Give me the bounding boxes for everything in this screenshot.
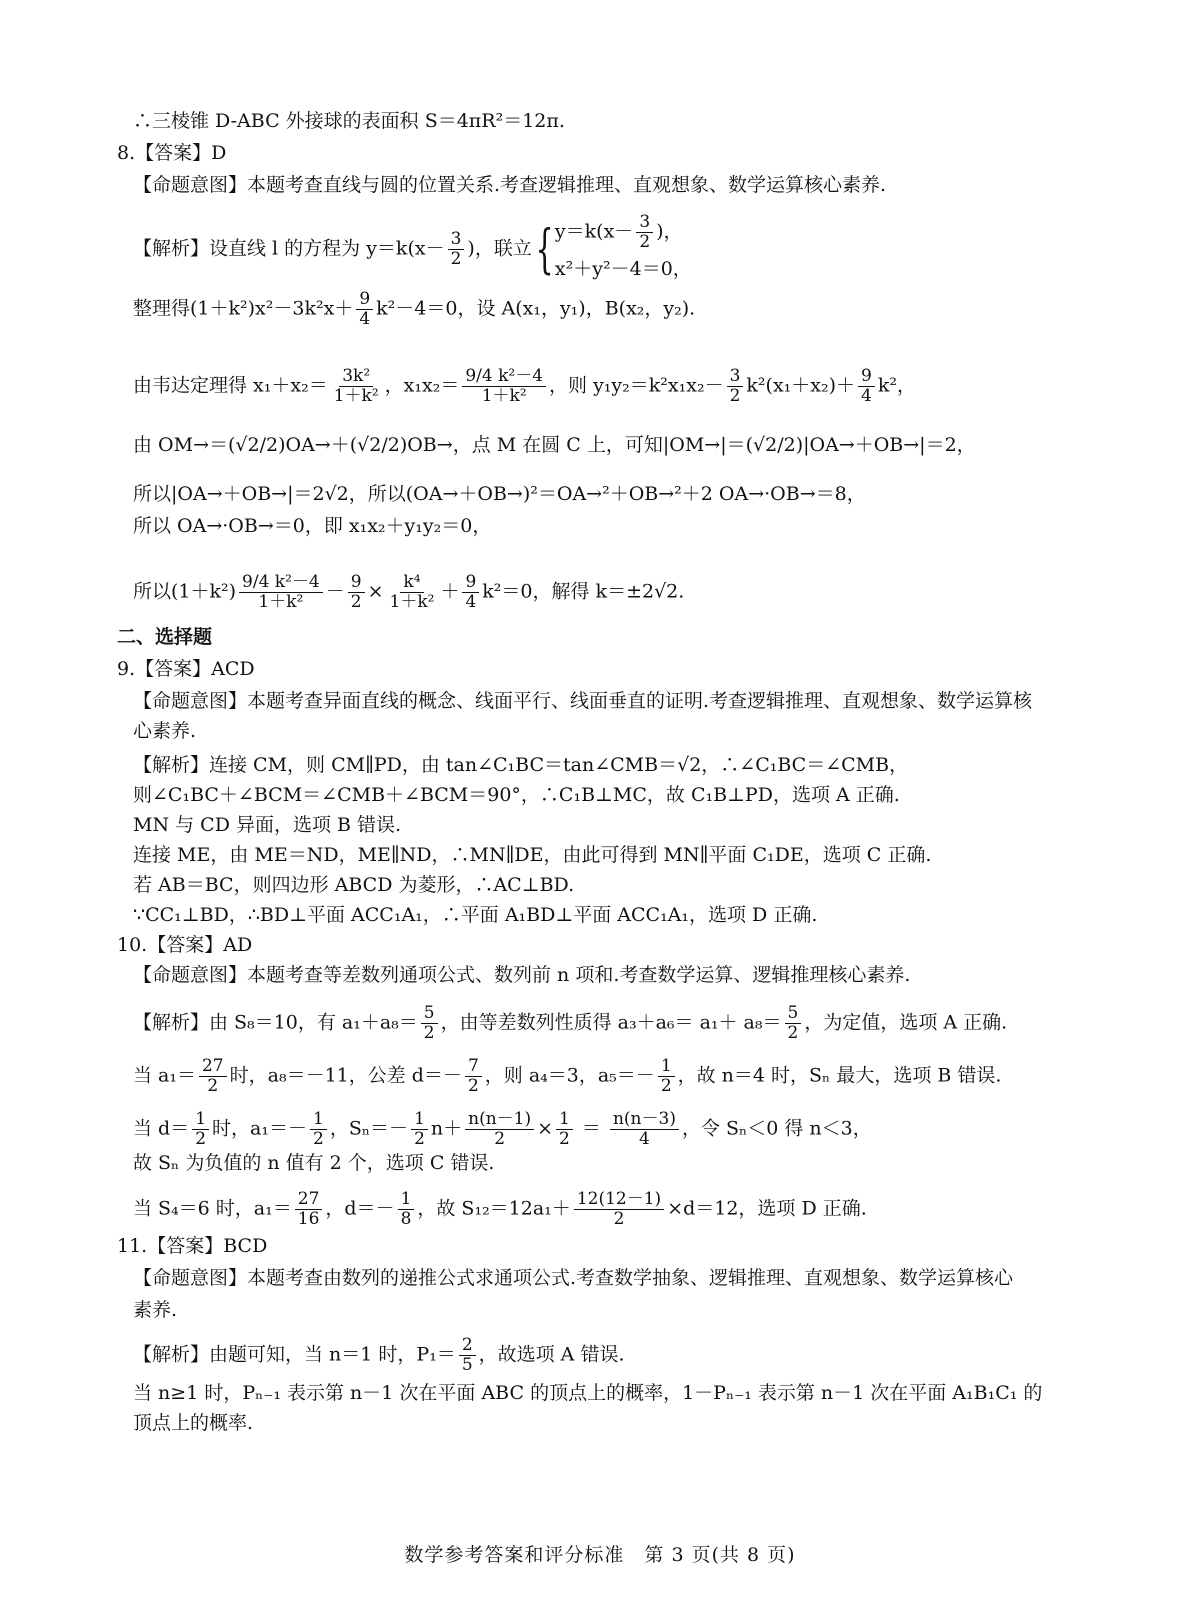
- numerator: 2: [459, 1336, 476, 1356]
- numerator: 3k²: [339, 367, 373, 387]
- answer-heading-9: 9.【答案】ACD: [117, 658, 255, 680]
- numerator: 1: [658, 1057, 675, 1077]
- text-line: 【命题意图】本题考查直线与圆的位置关系.考查逻辑推理、直观想象、数学运算核心素养.: [133, 174, 887, 196]
- text-line: 当 n≥1 时，Pₙ₋₁ 表示第 n－1 次在平面 ABC 的顶点上的概率，1－Pₙ₋₁ 表示第 n－1 次在平面 A₁B₁C₁ 的: [133, 1382, 1043, 1404]
- numerator: 1: [411, 1110, 428, 1130]
- fraction: [556, 1110, 573, 1149]
- text-segment: ，故 S₁₂＝12a₁＋: [417, 1197, 571, 1220]
- denominator: 2: [494, 1129, 506, 1149]
- text-segment: 当 S₄＝6 时，a₁＝: [133, 1197, 292, 1220]
- text-line: 顶点上的概率.: [133, 1412, 254, 1434]
- text-line: 则∠C₁BC＋∠BCM＝∠CMB＋∠BCM＝90°，∴C₁B⊥MC，故 C₁B⊥PD，选项 A 正确.: [133, 784, 900, 806]
- text-segment: ，则 a₄＝3，a₅＝－: [484, 1064, 655, 1087]
- text-segment: ×d＝12，选项 D 正确.: [667, 1197, 867, 1220]
- fraction: [462, 573, 479, 612]
- numerator: k⁴: [400, 573, 423, 593]
- text-segment: k²＝0，解得 k＝±2√2.: [482, 580, 685, 603]
- formula-line: [133, 290, 695, 329]
- text-segment: ＋: [440, 580, 460, 603]
- denominator: 8: [400, 1209, 412, 1229]
- text-segment: ，故 n＝4 时，Sₙ 最大，选项 B 错误.: [677, 1064, 1002, 1087]
- numerator: 9/4 k²－4: [239, 573, 323, 593]
- fraction: [727, 367, 744, 406]
- fraction: [465, 1057, 482, 1096]
- fraction: [411, 1110, 428, 1149]
- numerator: 1: [556, 1110, 573, 1130]
- fraction: [658, 1057, 675, 1096]
- denominator: 1＋k²: [333, 386, 379, 406]
- numerator: 7: [465, 1057, 482, 1077]
- text-segment: ×: [367, 580, 384, 603]
- formula-line: [133, 213, 692, 286]
- denominator: 2: [350, 592, 362, 612]
- fraction: [348, 573, 365, 612]
- formula-line: [133, 1110, 872, 1149]
- text-segment: y＝k(x－: [554, 220, 634, 243]
- answer-heading-8: 8.【答案】D: [117, 142, 227, 164]
- text-segment: 【解析】设直线 l 的方程为 y＝k(x－: [133, 237, 445, 260]
- text-segment: ＝: [575, 1117, 607, 1140]
- fraction: [295, 1190, 323, 1229]
- fraction: [858, 367, 875, 406]
- numerator: 12(12－1): [574, 1190, 664, 1210]
- text-segment: 【解析】由题可知，当 n＝1 时，P₁＝: [133, 1343, 456, 1366]
- answer-heading-11: 11.【答案】BCD: [117, 1235, 268, 1257]
- numerator: 1: [192, 1110, 209, 1130]
- numerator: 27: [199, 1057, 227, 1077]
- text-segment: ，故选项 A 错误.: [478, 1343, 625, 1366]
- numerator: 9: [356, 290, 373, 310]
- numerator: 9: [858, 367, 875, 387]
- brace-symbol: {: [535, 219, 554, 280]
- denominator: 4: [359, 309, 371, 329]
- denominator: 1＋k²: [389, 592, 435, 612]
- fraction: [199, 1057, 227, 1096]
- text-line: 所以|OA→＋OB→|＝2√2，所以(OA→＋OB→)²＝OA→²＋OB→²＋2 OA→·OB→＝8，: [133, 483, 866, 505]
- page-footer: 数学参考答案和评分标准 第 3 页(共 8 页): [404, 1544, 796, 1566]
- fraction: [331, 367, 382, 406]
- denominator: 2: [559, 1129, 570, 1149]
- numerator: 1: [398, 1190, 415, 1210]
- text-segment: ，x₁x₂＝: [384, 374, 460, 397]
- fraction: [462, 367, 546, 406]
- text-line: 【命题意图】本题考查由数列的递推公式求通项公式.考查数学抽象、逻辑推理、直观想象、数学运算核心: [133, 1267, 1014, 1289]
- denominator: 2: [787, 1023, 799, 1043]
- answer-heading-10: 10.【答案】AD: [117, 934, 253, 956]
- fraction: [448, 230, 465, 269]
- text-segment: 当 d＝: [133, 1117, 190, 1140]
- text-segment: )，联立: [467, 237, 532, 260]
- text-segment: n＋: [430, 1117, 463, 1140]
- fraction: [459, 1336, 476, 1375]
- denominator: 4: [861, 386, 872, 406]
- text-segment: 由韦达定理得 x₁＋x₂＝: [133, 374, 328, 397]
- denominator: 2: [423, 1023, 435, 1043]
- numerator: 27: [295, 1190, 323, 1210]
- denominator: 2: [450, 249, 462, 269]
- text-line: 连接 ME，由 ME＝ND，ME∥ND，∴MN∥DE，由此可得到 MN∥平面 C₁DE，选项 C 正确.: [133, 844, 932, 866]
- fraction: [785, 1004, 802, 1043]
- formula-line: [133, 1057, 1001, 1096]
- text-line: ∵CC₁⊥BD，∴BD⊥平面 ACC₁A₁，∴平面 A₁BD⊥平面 ACC₁A₁，选项 D 正确.: [133, 904, 818, 926]
- text-segment: ，则 y₁y₂＝k²x₁x₂－: [549, 374, 724, 397]
- denominator: 2: [312, 1129, 324, 1149]
- text-line: ∴三棱锥 D-ABC 外接球的表面积 S＝4πR²＝12π.: [133, 110, 565, 132]
- text-segment: 时，a₈＝－11，公差 d＝－: [229, 1064, 462, 1087]
- denominator: 4: [639, 1129, 650, 1149]
- text-line: MN 与 CD 异面，选项 B 错误.: [133, 814, 402, 836]
- denominator: 2: [195, 1129, 207, 1149]
- formula-line: [133, 1004, 1007, 1043]
- text-segment: ，d＝－: [325, 1197, 395, 1220]
- denominator: 1＋k²: [481, 386, 527, 406]
- numerator: 3: [636, 213, 653, 233]
- system-row: [555, 213, 692, 252]
- fraction: [398, 1190, 415, 1229]
- numerator: 1: [310, 1110, 327, 1130]
- denominator: 2: [613, 1209, 625, 1229]
- text-segment: 整理得(1＋k²)x²－3k²x＋: [133, 297, 354, 320]
- formula-line: [133, 1190, 867, 1229]
- text-segment: ，由等差数列性质得 a₃＋a₆＝ a₁＋ a₈＝: [440, 1011, 782, 1034]
- text-segment: k²(x₁＋x₂)＋: [746, 374, 856, 397]
- denominator: 2: [207, 1076, 219, 1096]
- section-heading: 二、选择题: [117, 626, 213, 648]
- numerator: n(n－3): [610, 1110, 679, 1130]
- text-segment: 【解析】由 S₈＝10，有 a₁＋a₈＝: [133, 1011, 418, 1034]
- denominator: 2: [467, 1076, 479, 1096]
- text-segment: k²，: [877, 374, 916, 397]
- numerator: n(n－1): [465, 1110, 534, 1130]
- text-line: 若 AB＝BC，则四边形 ABCD 为菱形，∴AC⊥BD.: [133, 874, 575, 896]
- formula-line: [133, 1336, 624, 1375]
- denominator: 2: [414, 1129, 425, 1149]
- formula-line: [133, 573, 684, 612]
- text-segment: －: [325, 580, 345, 603]
- fraction: [574, 1190, 664, 1229]
- fraction: [636, 213, 653, 252]
- numerator: 3: [448, 230, 465, 250]
- numerator: 3: [727, 367, 744, 387]
- numerator: 5: [785, 1004, 802, 1024]
- text-segment: ×: [537, 1117, 554, 1140]
- text-line: 故 Sₙ 为负值的 n 值有 2 个，选项 C 错误.: [133, 1152, 495, 1174]
- text-line: 由 OM→＝(√2/2)OA→＋(√2/2)OB→，点 M 在圆 C 上，可知|OM→|＝(√2/2)|OA→＋OB→|＝2，: [133, 434, 976, 456]
- fraction: [356, 290, 373, 329]
- formula-line: [133, 367, 916, 406]
- numerator: 9: [462, 573, 479, 593]
- text-segment: ，令 Sₙ＜0 得 n＜3，: [681, 1117, 872, 1140]
- text-segment: ，为定值，选项 A 正确.: [804, 1011, 1008, 1034]
- numerator: 5: [421, 1004, 438, 1024]
- fraction: [465, 1110, 534, 1149]
- denominator: 5: [461, 1355, 473, 1375]
- denominator: 4: [465, 592, 477, 612]
- text-line: 【解析】连接 CM，则 CM∥PD，由 tan∠C₁BC＝tan∠CMB＝√2，∴∠C₁BC＝∠CMB，: [133, 754, 909, 776]
- fraction: [421, 1004, 438, 1043]
- numerator: 9: [348, 573, 365, 593]
- text-line: 心素养.: [133, 720, 197, 742]
- text-segment: 所以(1＋k²): [133, 580, 237, 603]
- text-segment: ，Sₙ＝－: [329, 1117, 409, 1140]
- text-line: 【命题意图】本题考查异面直线的概念、线面平行、线面垂直的证明.考查逻辑推理、直观想象、数学运算核: [133, 690, 1033, 712]
- denominator: 1＋k²: [258, 592, 304, 612]
- text-line: 所以 OA→·OB→＝0，即 x₁x₂＋y₁y₂＝0，: [133, 515, 492, 537]
- text-segment: 时，a₁＝－: [212, 1117, 307, 1140]
- denominator: 2: [729, 386, 741, 406]
- denominator: 16: [297, 1209, 320, 1229]
- fraction: [239, 573, 323, 612]
- numerator: 9/4 k²－4: [462, 367, 546, 387]
- text-segment: )，: [656, 220, 683, 243]
- fraction: [387, 573, 438, 612]
- system-row: x²＋y²－4＝0，: [554, 258, 692, 280]
- fraction: [192, 1110, 209, 1149]
- denominator: 2: [660, 1076, 672, 1096]
- text-segment: 当 a₁＝: [133, 1064, 196, 1087]
- equation-system: [555, 213, 692, 286]
- denominator: 2: [639, 232, 651, 252]
- fraction: [310, 1110, 327, 1149]
- fraction: [610, 1110, 679, 1149]
- text-line: 素养.: [133, 1299, 178, 1321]
- text-line: 【命题意图】本题考查等差数列通项公式、数列前 n 项和.考查数学运算、逻辑推理核心素养.: [133, 964, 911, 986]
- text-segment: k²－4＝0，设 A(x₁，y₁)，B(x₂，y₂).: [376, 297, 696, 320]
